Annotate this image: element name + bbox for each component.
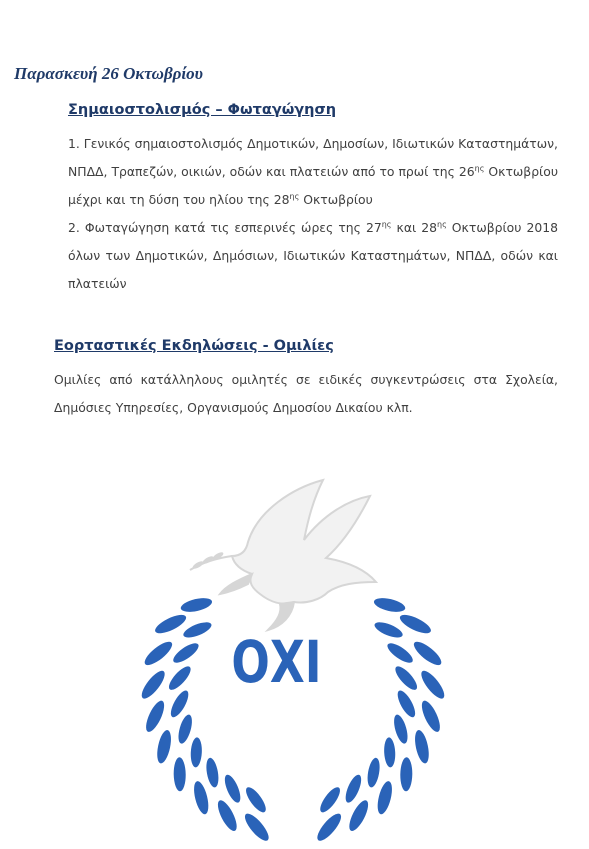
laurel-leaf xyxy=(191,780,211,816)
laurel-leaf xyxy=(138,668,168,702)
dove-part xyxy=(268,602,294,630)
laurel-leaf xyxy=(375,780,395,816)
laurel-leaf xyxy=(411,638,445,669)
laurel-leaf xyxy=(243,784,270,815)
list-item-flags: 1. Γενικός σημαιοστολισμός Δημοτικών, Δημοσίων, Ιδιωτικών Καταστημάτων, ΝΠΔΔ, Τραπεζών, οικιών, οδών και πλατειών από το πρωί της $26^{\eta\varsigma}$ Οκτωβρίου μέχρι και τη δύση του ηλίου της $28^{\eta\varsigma}$ Οκτωβρίου xyxy=(68,136,558,207)
laurel-leaf xyxy=(214,798,240,834)
laurel-leaf xyxy=(342,773,364,805)
laurel-leaf xyxy=(155,729,174,765)
oxi-text: ΟΧΙ xyxy=(231,629,322,697)
laurel-leaf xyxy=(179,596,213,615)
laurel-leaf xyxy=(141,638,175,669)
laurel-leaf xyxy=(346,798,372,834)
laurel-leaf xyxy=(173,757,186,791)
laurel-leaf xyxy=(204,757,220,788)
laurel-leaf xyxy=(412,729,431,765)
laurel-leaf xyxy=(383,737,396,768)
laurel-leaf xyxy=(222,773,244,805)
dove-part xyxy=(220,574,252,594)
day-title: Παρασκευή 26 Οκτωβρίου xyxy=(14,64,203,83)
section-heading-flags-lighting: Σημαιοστολισμός – Φωταγώγηση xyxy=(68,102,337,118)
laurel-leaf xyxy=(373,596,407,615)
laurel-leaf xyxy=(418,698,443,734)
dove-icon xyxy=(190,480,376,630)
laurel-leaf xyxy=(142,698,167,734)
laurel-leaf xyxy=(392,663,420,693)
laurel-leaf xyxy=(241,810,272,842)
laurel-leaf xyxy=(153,611,189,637)
flags-lighting-list xyxy=(68,130,558,298)
laurel-leaf xyxy=(190,737,203,768)
dove-part xyxy=(232,480,376,604)
laurel-leaf xyxy=(391,713,410,745)
section-heading-events-speeches: Εορταστικές Εκδηλώσεις - Ομιλίες xyxy=(54,338,334,354)
laurel-leaf xyxy=(181,619,213,640)
list-item-lighting: 2. Φωταγώγηση κατά τις εσπερινές ώρες της $27^{\eta\varsigma}$ και $28^{\eta\varsigma}$ Οκτωβρίου 2018 όλων των Δημοτικών, Δημόσιων, Ιδιωτικών Καταστημάτων, ΝΠΔΔ, οδών και πλατειών xyxy=(68,219,558,291)
laurel-leaf xyxy=(400,757,413,791)
laurel-leaf xyxy=(314,810,345,842)
oxi-emblem xyxy=(108,470,478,842)
laurel-leaf xyxy=(166,663,194,693)
laurel-leaf xyxy=(170,640,201,666)
laurel-leaf xyxy=(176,713,195,745)
laurel-leaf xyxy=(366,757,382,788)
laurel-leaf xyxy=(373,619,405,640)
speeches-paragraph: Ομιλίες από κατάλληλους ομιλητές σε ειδικές συγκεντρώσεις στα Σχολεία, Δημόσιες Υπηρεσίες, Οργανισμούς Δημοσίου Δικαίου κλπ. xyxy=(54,372,558,415)
laurel-leaf xyxy=(385,640,416,666)
laurel-leaf xyxy=(418,668,448,702)
laurel-leaf xyxy=(317,784,344,815)
laurel-leaf xyxy=(397,611,433,637)
